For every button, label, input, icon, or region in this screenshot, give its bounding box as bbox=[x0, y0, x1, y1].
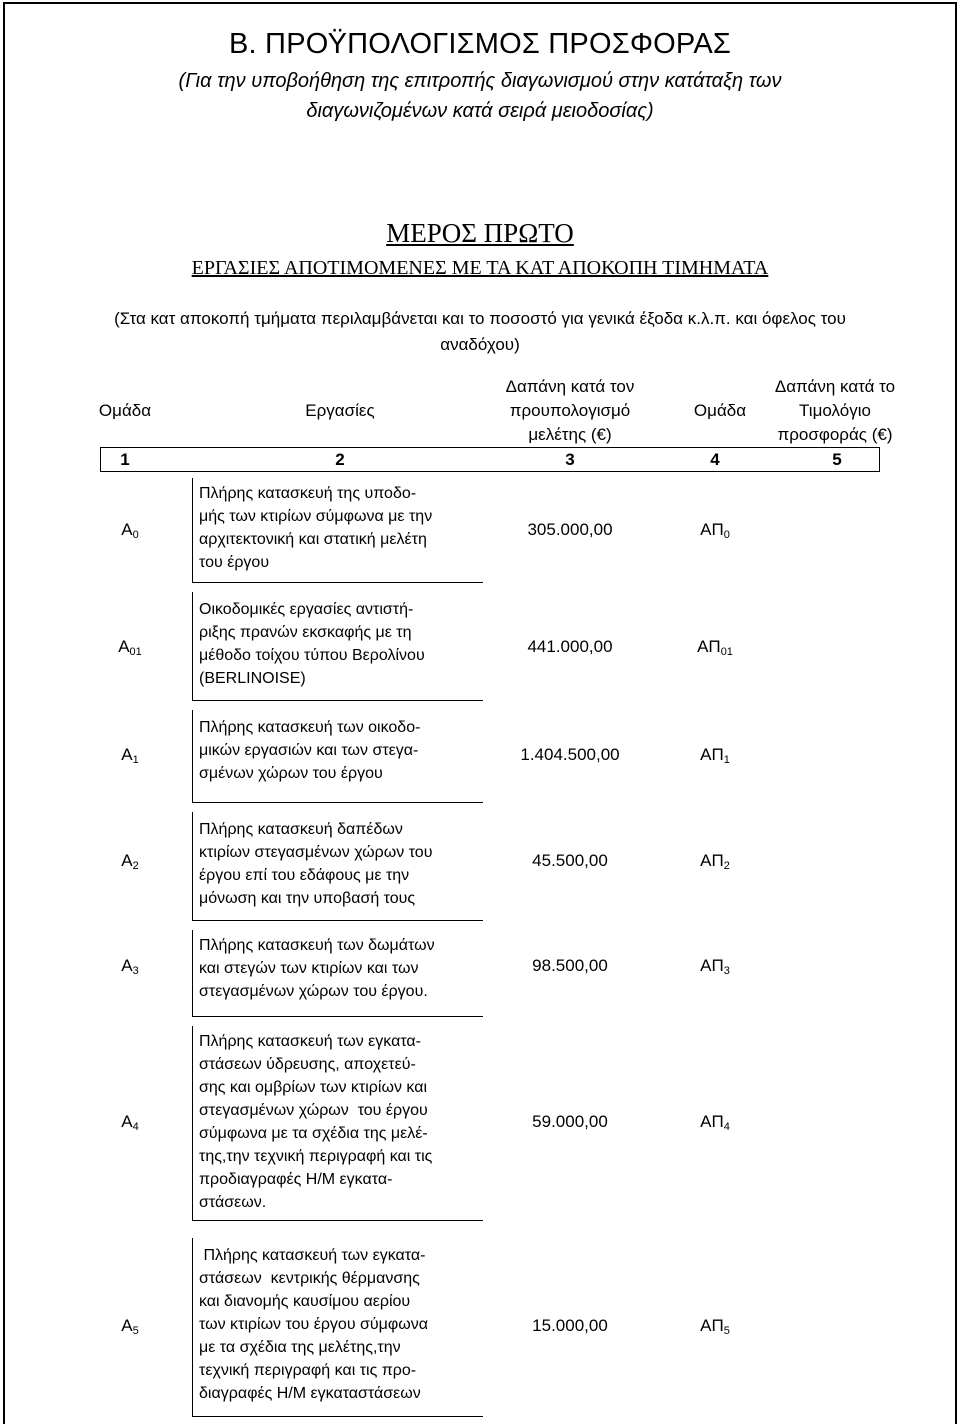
work-line: Οικοδομικές εργασίες αντιστή- bbox=[199, 601, 414, 618]
row-budget-value: 15.000,00 bbox=[532, 1316, 608, 1335]
work-line: μικών εργασιών και των στεγα- bbox=[199, 742, 419, 759]
work-line: του έργου bbox=[199, 554, 270, 571]
section-note bbox=[0, 306, 960, 358]
header-works: Εργασίες bbox=[305, 401, 375, 420]
work-line: μέθοδο τοίχου τύπου Βερολίνου bbox=[199, 647, 425, 664]
row-work-description bbox=[199, 716, 420, 785]
row-group-index: 2 bbox=[132, 860, 139, 872]
row-budget-value: 45.500,00 bbox=[532, 851, 608, 870]
work-line: και διανομής καυσίμου αερίου bbox=[199, 1293, 411, 1310]
work-line: Πλήρης κατασκευή των οικοδο- bbox=[199, 719, 421, 736]
col-number-1: 1 bbox=[120, 450, 130, 469]
work-line: Πλήρης κατασκευή της υποδο- bbox=[199, 485, 417, 502]
work-line: (BERLINOISE) bbox=[199, 670, 306, 687]
row-group bbox=[100, 1316, 160, 1336]
row-work-description bbox=[199, 934, 435, 1003]
offer-group-index: 3 bbox=[723, 965, 730, 977]
work-line: στεγασμένων χώρων του έργου bbox=[199, 1102, 428, 1119]
work-line: σης και ομβρίων των κτιρίων και bbox=[199, 1079, 428, 1096]
work-line: στεγασμένων χώρων του έργου. bbox=[199, 983, 428, 1000]
offer-group-index: 2 bbox=[723, 860, 730, 872]
row-work-description bbox=[199, 598, 425, 690]
offer-group-code: ΑΠ bbox=[700, 745, 724, 764]
row-group bbox=[100, 1112, 160, 1132]
work-line: τεχνική περιγραφή και τις προ- bbox=[199, 1362, 417, 1379]
work-line: έργου επί του εδάφους με την bbox=[199, 867, 410, 884]
row-offer-group bbox=[660, 956, 770, 976]
offer-group-code: ΑΠ bbox=[700, 520, 724, 539]
work-line: της,την τεχνική περιγραφή και τις bbox=[199, 1148, 433, 1165]
offer-group-code: ΑΠ bbox=[700, 956, 724, 975]
section-heading: ΜΕΡΟΣ ΠΡΩΤΟ bbox=[386, 218, 574, 248]
section-subheading: ΕΡΓΑΣΙΕΣ ΑΠΟΤΙΜΟΜΕΝΕΣ ΜΕ ΤΑ ΚΑΤ ΑΠΟΚΟΠΗ ΤΙΜΗΜΑΤΑ bbox=[191, 257, 769, 279]
work-line: σμένων χώρων του έργου bbox=[199, 765, 383, 782]
page-subtitle bbox=[0, 66, 960, 126]
work-line: μής των κτιρίων σύμφωνα με την bbox=[199, 508, 433, 525]
row-group-index: 3 bbox=[132, 965, 139, 977]
work-line: αρχιτεκτονική και στατική μελέτη bbox=[199, 531, 427, 548]
work-line: μόνωση και την υποβασή τους bbox=[199, 890, 416, 907]
work-line: διαγραφές Η/Μ εγκαταστάσεων bbox=[199, 1385, 421, 1402]
header-budget-line-3: μελέτης (€) bbox=[528, 425, 612, 444]
header-budget-line-2: προυπολογισμό bbox=[509, 401, 631, 420]
table-rule-top bbox=[100, 447, 880, 448]
offer-group-code: ΑΠ bbox=[700, 1316, 724, 1335]
row-budget-value: 441.000,00 bbox=[527, 637, 613, 656]
offer-group-code: ΑΠ bbox=[700, 1112, 724, 1131]
row-group bbox=[100, 520, 160, 540]
table-rule-numbers bbox=[100, 471, 880, 472]
row-group-index: 0 bbox=[132, 529, 139, 541]
offer-group-index: 5 bbox=[723, 1325, 730, 1337]
row-offer-group bbox=[660, 745, 770, 765]
header-offer-cost bbox=[765, 375, 905, 447]
note-line-1: (Στα κατ αποκοπή τμήματα περιλαμβάνεται και το ποσοστό για γενικά έξοδα κ.λ.π. και όφελος του bbox=[114, 309, 846, 328]
row-group-letter: Α bbox=[121, 745, 133, 764]
work-line: των κτιρίων του έργου σύμφωνα bbox=[199, 1316, 428, 1333]
col-number-2: 2 bbox=[335, 450, 345, 469]
offer-group-index: 0 bbox=[723, 529, 730, 541]
row-budget-value: 98.500,00 bbox=[532, 956, 608, 975]
work-line: προδιαγραφές Η/Μ εγκατα- bbox=[199, 1171, 393, 1188]
row-group-index: 01 bbox=[129, 646, 142, 658]
row-work-description bbox=[199, 1030, 432, 1214]
header-group: Ομάδα bbox=[98, 401, 152, 420]
row-group bbox=[100, 956, 160, 976]
offer-group-code: ΑΠ bbox=[700, 851, 724, 870]
row-work-description bbox=[199, 1244, 428, 1405]
header-group-2: Ομάδα bbox=[693, 401, 747, 420]
row-offer-group bbox=[660, 851, 770, 871]
row-budget-value: 59.000,00 bbox=[532, 1112, 608, 1131]
row-group-letter: Α bbox=[121, 956, 133, 975]
offer-group-index: 01 bbox=[720, 646, 733, 658]
work-line: στάσεων. bbox=[199, 1194, 267, 1211]
header-offer-line-2: Τιμολόγιο bbox=[799, 401, 871, 420]
work-line: ριξης πρανών εκσκαφής με τη bbox=[199, 624, 412, 641]
work-line: κτιρίων στεγασμένων χώρων του bbox=[199, 844, 433, 861]
row-group-letter: Α bbox=[121, 520, 133, 539]
offer-group-index: 4 bbox=[723, 1121, 730, 1133]
col-number-4: 4 bbox=[710, 450, 720, 469]
note-line-2: αναδόχου) bbox=[440, 335, 520, 354]
offer-group-code: ΑΠ bbox=[697, 637, 721, 656]
page-title: Β. ΠΡΟΫΠΟΛΟΓΙΣΜΟΣ ΠΡΟΣΦΟΡΑΣ bbox=[229, 28, 731, 60]
row-group-index: 1 bbox=[132, 754, 139, 766]
header-budget-line-1: Δαπάνη κατά τον bbox=[505, 377, 635, 396]
row-work-description bbox=[199, 818, 432, 910]
header-offer-line-1: Δαπάνη κατά το bbox=[774, 377, 896, 396]
row-group bbox=[100, 851, 160, 871]
row-group-index: 5 bbox=[132, 1325, 139, 1337]
row-work-description bbox=[199, 482, 432, 574]
header-budget-cost bbox=[490, 375, 650, 447]
work-line: στάσεων κεντρικής θέρμανσης bbox=[199, 1270, 420, 1287]
row-group-letter: Α bbox=[118, 637, 130, 656]
row-group-index: 4 bbox=[132, 1121, 139, 1133]
row-budget-value: 1.404.500,00 bbox=[520, 745, 620, 764]
row-offer-group bbox=[660, 1316, 770, 1336]
row-group-letter: Α bbox=[121, 1112, 133, 1131]
col-number-3: 3 bbox=[565, 450, 575, 469]
col-divider bbox=[879, 447, 880, 471]
row-offer-group bbox=[660, 520, 770, 540]
row-offer-group bbox=[660, 1112, 770, 1132]
work-line: σύμφωνα με τα σχέδια της μελέ- bbox=[199, 1125, 428, 1142]
col-divider bbox=[100, 447, 101, 471]
work-line: και στεγών των κτιρίων και των bbox=[199, 960, 419, 977]
work-line: στάσεων ύδρευσης, αποχετεύ- bbox=[199, 1056, 416, 1073]
row-group-letter: Α bbox=[121, 1316, 133, 1335]
row-group-letter: Α bbox=[121, 851, 133, 870]
work-line: Πλήρης κατασκευή των εγκατα- bbox=[199, 1033, 421, 1050]
work-line: Πλήρης κατασκευή των εγκατα- bbox=[199, 1247, 426, 1264]
row-group bbox=[100, 637, 160, 657]
subtitle-line-1: (Για την υποβοήθηση της επιτροπής διαγωνισμού στην κατάταξη των bbox=[178, 70, 782, 92]
work-line: Πλήρης κατασκευή δαπέδων bbox=[199, 821, 403, 838]
row-group bbox=[100, 745, 160, 765]
row-offer-group bbox=[660, 637, 770, 657]
header-offer-line-3: προσφοράς (€) bbox=[777, 425, 893, 444]
work-line: Πλήρης κατασκευή των δωμάτων bbox=[199, 937, 435, 954]
col-number-5: 5 bbox=[832, 450, 842, 469]
row-budget-value: 305.000,00 bbox=[527, 520, 613, 539]
work-line: με τα σχέδια της μελέτης,την bbox=[199, 1339, 401, 1356]
offer-group-index: 1 bbox=[723, 754, 730, 766]
subtitle-line-2: διαγωνιζομένων κατά σειρά μειοδοσίας) bbox=[306, 100, 654, 122]
